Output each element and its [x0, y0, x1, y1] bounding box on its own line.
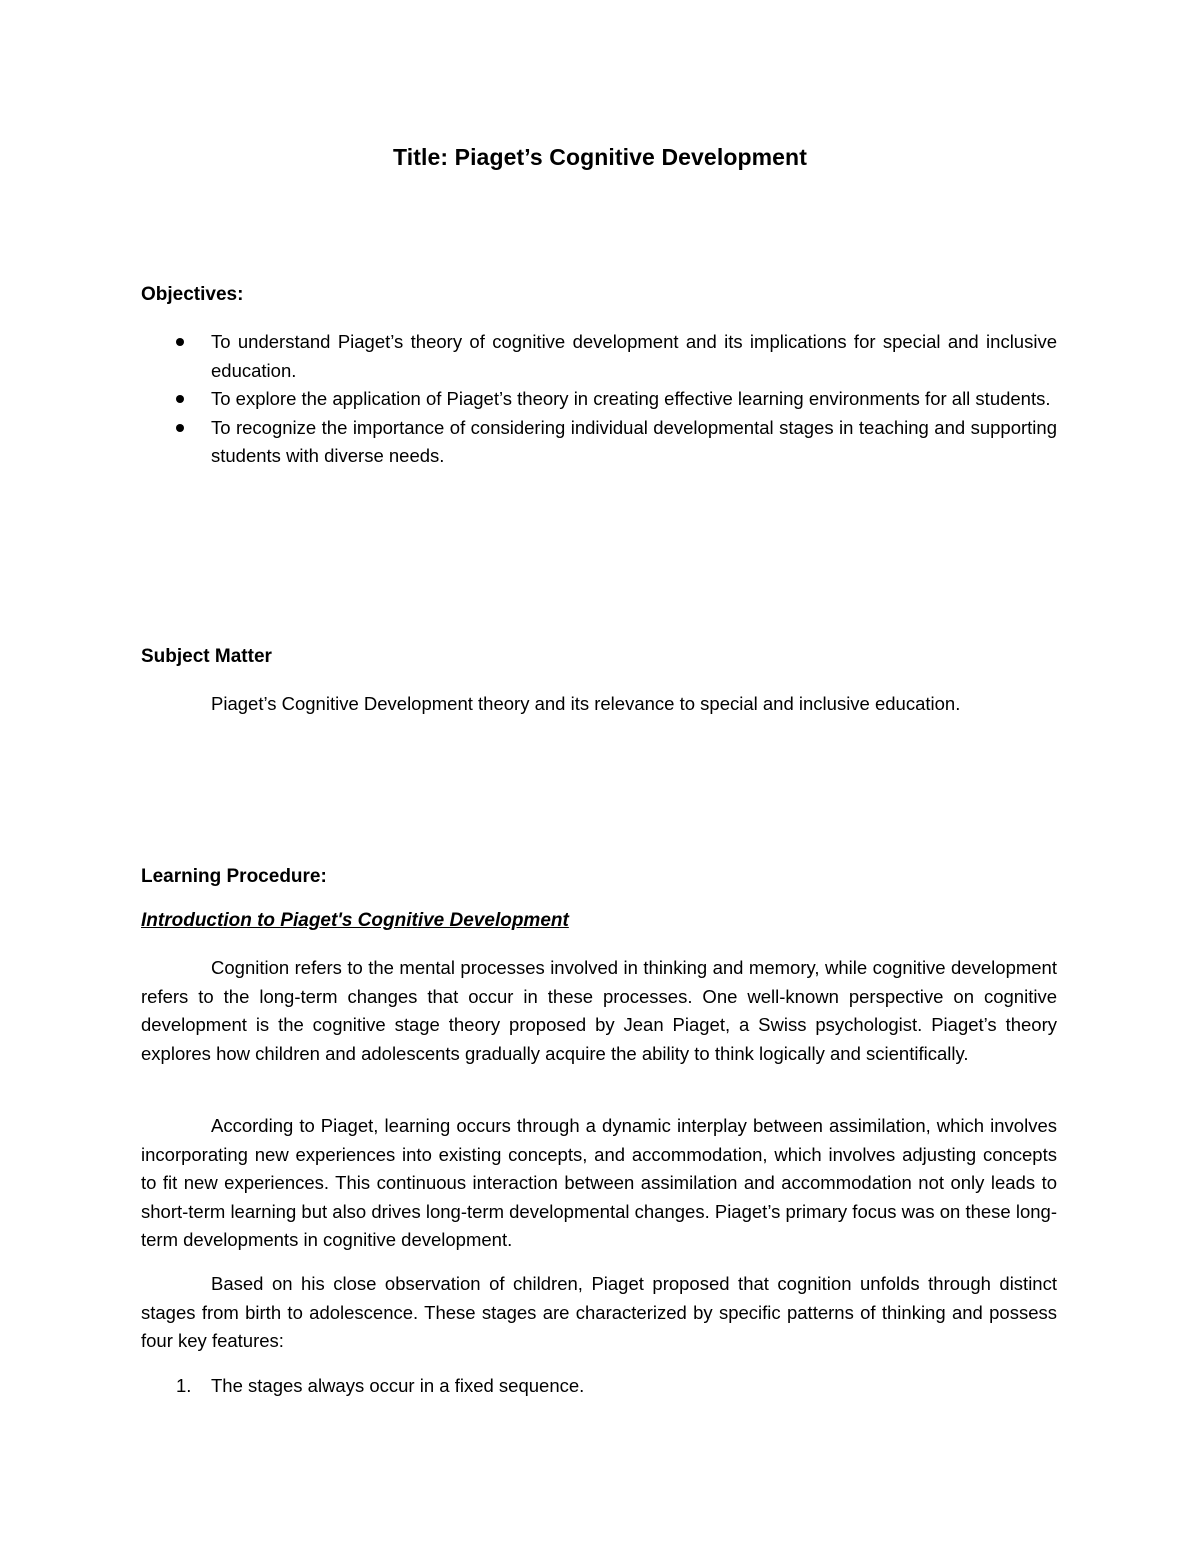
paragraph-stages: Based on his close observation of children, Piaget proposed that cognition unfolds through distinct stages from birth to adolescence. These stages are characterized by specific patterns of thinking and possess four key features: — [141, 1273, 1057, 1351]
objective-text: To recognize the importance of considering individual developmental stages in teaching and supporting students with diverse needs. — [211, 416, 1057, 466]
bullet-icon — [176, 338, 184, 346]
paragraph-cognition: Cognition refers to the mental processes involved in thinking and memory, while cognitive development refers to the long-term changes that occur in these processes. One well-known perspective on cognitive development is the cognitive stage theory proposed by Jean Piaget, a Swiss psychologist. Piaget’s theory explores how children and adolescents gradually acquire the ability to think logically and scientifically. — [141, 957, 1057, 1064]
features-list — [141, 1372, 1057, 1401]
learning-procedure-heading: Learning Procedure: — [141, 866, 327, 887]
introduction-subheading: Introduction to Piaget's Cognitive Development — [141, 910, 569, 931]
objective-text: To explore the application of Piaget’s theory in creating effective learning environments for all students. — [211, 388, 1051, 409]
bullet-icon — [176, 424, 184, 432]
objectives-list — [141, 328, 1057, 471]
list-item — [141, 414, 1057, 471]
list-item — [141, 328, 1057, 385]
list-item — [141, 385, 1057, 414]
feature-text: The stages always occur in a fixed sequence. — [211, 1375, 585, 1396]
bullet-icon — [176, 395, 184, 403]
list-item — [141, 1372, 1057, 1401]
objectives-heading: Objectives: — [141, 284, 244, 305]
list-number: 1. — [176, 1375, 192, 1396]
subject-matter-text: Piaget’s Cognitive Development theory and its relevance to special and inclusive education. — [211, 693, 961, 714]
subject-matter-heading: Subject Matter — [141, 646, 272, 667]
paragraph-assimilation: According to Piaget, learning occurs through a dynamic interplay between assimilation, which involves incorporating new experiences into existing concepts, and accommodation, which involves adjusting concepts to fit new experiences. This continuous interaction between assimilation and accommodation not only leads to short-term learning but also drives long-term developmental changes. Piaget’s primary focus was on these long-term developments in cognitive development. — [141, 1115, 1057, 1250]
page-title: Title: Piaget’s Cognitive Development — [393, 144, 807, 170]
objective-text: To understand Piaget’s theory of cognitive development and its implications for special and inclusive education. — [211, 331, 1057, 381]
